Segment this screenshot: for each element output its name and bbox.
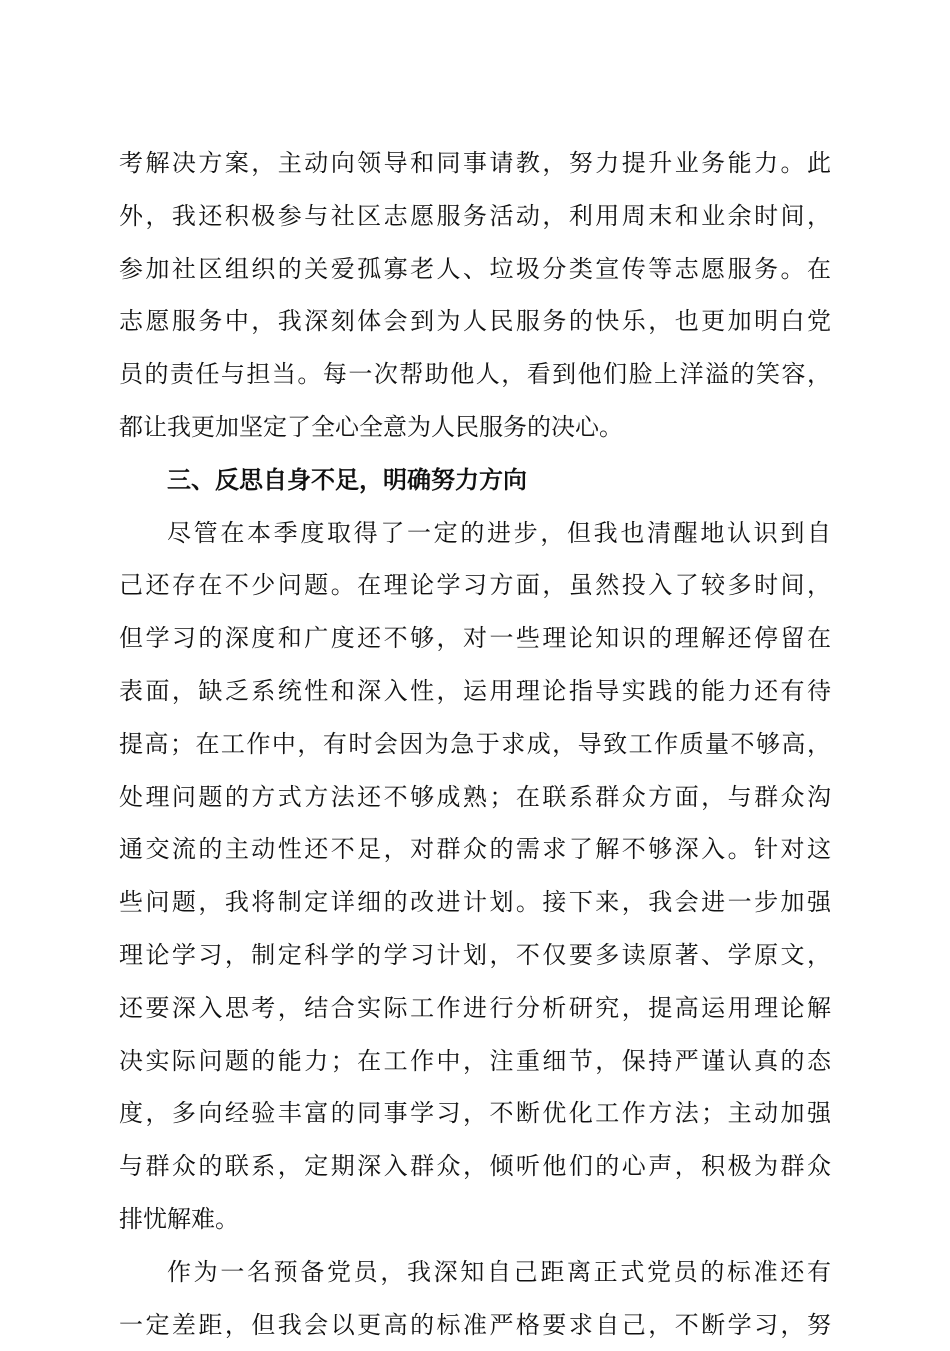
paragraph-2 (119, 507, 831, 1246)
paragraph-2-line: 决实际问题的能力；在工作中，注重细节，保持严谨认真的态 (119, 1046, 831, 1075)
paragraph-2-line: 些问题，我将制定详细的改进计划。接下来，我会进一步加强 (119, 888, 831, 917)
paragraph-2-line: 度，多向经验丰富的同事学习，不断优化工作方法；主动加强 (119, 1099, 831, 1128)
section-heading: 三、反思自身不足，明确努力方向 (167, 465, 527, 494)
paragraph-2-line: 但学习的深度和广度还不够，对一些理论知识的理解还停留在 (119, 624, 831, 653)
paragraph-2-line: 通交流的主动性还不足，对群众的需求了解不够深入。针对这 (119, 835, 831, 864)
paragraph-1-line: 参加社区组织的关爱孤寡老人、垃圾分类宣传等志愿服务。在 (119, 254, 831, 283)
paragraph-2-line: 表面，缺乏系统性和深入性，运用理论指导实践的能力还有待 (119, 676, 831, 705)
paragraph-3-line: 作为一名预备党员，我深知自己距离正式党员的标准还有 (167, 1257, 831, 1286)
paragraph-2-line: 理论学习，制定科学的学习计划，不仅要多读原著、学原文， (119, 940, 831, 969)
paragraph-2-line: 与群众的联系，定期深入群众，倾听他们的心声，积极为群众 (119, 1152, 831, 1181)
paragraph-2-line: 尽管在本季度取得了一定的进步，但我也清醒地认识到自 (167, 518, 831, 547)
document-body (119, 137, 831, 1351)
paragraph-3 (119, 1246, 831, 1351)
paragraph-1-line: 外，我还积极参与社区志愿服务活动，利用周末和业余时间， (119, 201, 831, 230)
paragraph-2-line: 处理问题的方式方法还不够成熟；在联系群众方面，与群众沟 (119, 782, 831, 811)
paragraph-1-line: 都让我更加坚定了全心全意为人民服务的决心。 (119, 412, 623, 441)
paragraph-2-line: 排忧解难。 (119, 1204, 239, 1233)
paragraph-1-line: 志愿服务中，我深刻体会到为人民服务的快乐，也更加明白党 (119, 307, 831, 336)
paragraph-2-line: 己还存在不少问题。在理论学习方面，虽然投入了较多时间， (119, 571, 831, 600)
paragraph-2-line: 还要深入思考，结合实际工作进行分析研究，提高运用理论解 (119, 993, 831, 1022)
paragraph-1-line: 员的责任与担当。每一次帮助他人，看到他们脸上洋溢的笑容， (119, 360, 831, 389)
paragraph-2-line: 提高；在工作中，有时会因为急于求成，导致工作质量不够高， (119, 729, 831, 758)
paragraph-3-line: 一定差距，但我会以更高的标准严格要求自己，不断学习，努 (119, 1310, 831, 1339)
paragraph-1 (119, 137, 831, 454)
paragraph-1-line: 考解决方案，主动向领导和同事请教，努力提升业务能力。此 (119, 149, 831, 177)
